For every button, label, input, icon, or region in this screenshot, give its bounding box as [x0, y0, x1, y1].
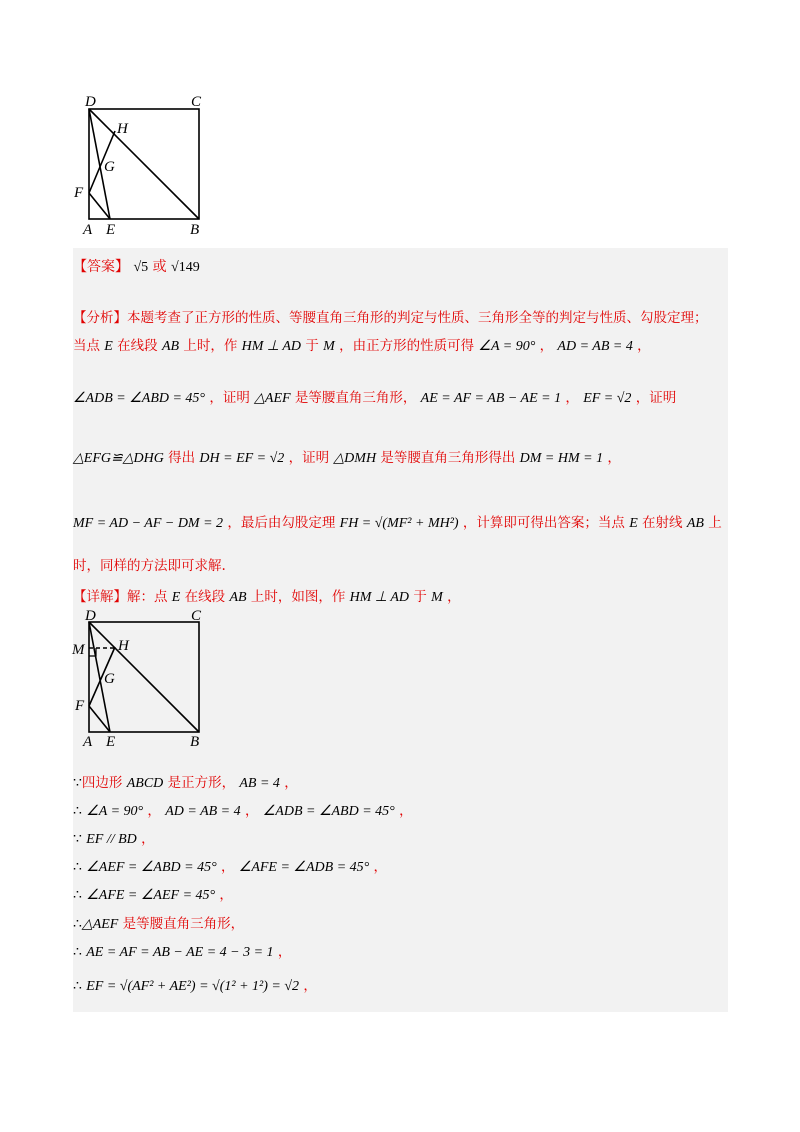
math: △DMH	[333, 451, 377, 466]
proof-line-2	[73, 799, 413, 820]
answer-value-1: √5	[133, 260, 149, 275]
proof-line-7	[73, 940, 291, 961]
text: 是等腰直角三角形得出	[380, 450, 516, 466]
text: 上时，作	[183, 338, 238, 354]
label-d: D	[85, 94, 96, 110]
text: ，证明	[288, 450, 330, 466]
symbol: ∴	[73, 804, 82, 819]
text: ，证明	[635, 390, 677, 406]
label-c: C	[191, 94, 202, 110]
proof-line-8	[73, 974, 317, 995]
text: ，	[607, 450, 621, 466]
text: ，	[220, 859, 235, 875]
label-a-2: A	[83, 734, 93, 750]
label-h: H	[117, 121, 128, 137]
proof-line-5	[73, 883, 233, 904]
text: ，	[141, 831, 155, 847]
text: 是等腰直角三角形，	[122, 916, 245, 932]
detail-tag: 【详解】	[73, 589, 127, 605]
math: EF = √(AF² + AE²) = √(1² + 1²) = √2	[86, 979, 300, 994]
symbol: ∴	[73, 979, 82, 994]
answer-value-2: √149	[171, 260, 200, 275]
proof-line-1	[73, 771, 298, 792]
math: ∠ADB = ∠ABD = 45°	[262, 804, 395, 819]
label-m-2: M	[72, 642, 85, 658]
symbol: ∴	[73, 860, 82, 875]
text: ，由正方形的性质可得	[339, 338, 475, 354]
math: ∠A = 90°	[478, 339, 536, 354]
text: ，	[284, 775, 298, 791]
math: M	[431, 590, 443, 605]
math: HM ⊥ AD	[241, 339, 302, 354]
symbol: ∵	[73, 832, 82, 847]
text: ，	[399, 803, 413, 819]
symbol: ∴	[73, 888, 82, 903]
math: M	[323, 339, 335, 354]
text: 上	[708, 515, 722, 531]
text: 于	[413, 589, 427, 605]
answer-tag: 【答案】	[73, 259, 129, 275]
math: DH = EF = √2	[199, 451, 285, 466]
proof-line-3	[73, 827, 155, 848]
math: ∠AFE = ∠ADB = 45°	[238, 860, 370, 875]
label-b-2: B	[190, 734, 200, 750]
text: ，	[539, 338, 554, 354]
proof-line-4	[73, 855, 387, 876]
text: 解：点	[127, 589, 168, 605]
text: 在射线	[642, 515, 683, 531]
label-h-2: H	[118, 638, 129, 654]
math: AB	[229, 590, 247, 605]
math: E	[629, 516, 638, 531]
text: 当点	[73, 338, 100, 354]
text: 在线段	[117, 338, 158, 354]
text: 是等腰直角三角形，	[294, 390, 417, 406]
label-e: E	[106, 222, 116, 238]
text: ，	[373, 859, 388, 875]
text: ，	[447, 589, 461, 605]
math: AD = AB = 4	[557, 339, 633, 354]
math: MF = AD − AF − DM = 2	[73, 516, 224, 531]
math: AB	[161, 339, 180, 354]
math: △AEF	[81, 917, 119, 932]
math: ∠ADB = ∠ABD = 45°	[73, 391, 206, 406]
answer-or: 或	[152, 259, 167, 275]
label-d-2: D	[85, 608, 96, 624]
label-b: B	[190, 222, 200, 238]
math: AE = AF = AB − AE = 1	[420, 391, 562, 406]
text: 四边形	[81, 775, 123, 791]
math: E	[171, 590, 181, 605]
text: 上时，如图，作	[250, 589, 346, 605]
text: 得出	[168, 450, 196, 466]
text: ，	[277, 944, 292, 960]
math: HM ⊥ AD	[349, 590, 410, 605]
analysis-tag: 【分析】	[73, 310, 127, 326]
label-c-2: C	[191, 608, 202, 624]
math: AB = 4	[239, 776, 280, 791]
text: ，	[637, 338, 651, 354]
math: ∠AFE = ∠AEF = 45°	[86, 888, 216, 903]
math: AE = AF = AB − AE = 4 − 3 = 1	[86, 945, 274, 960]
math: E	[104, 339, 113, 354]
text: ，	[219, 887, 233, 903]
math: △AEF	[254, 391, 291, 406]
math: EF = √2	[583, 391, 632, 406]
text: ，计算即可得出答案；当点	[462, 515, 625, 531]
label-g: G	[104, 159, 115, 175]
math: ∠AEF = ∠ABD = 45°	[86, 860, 217, 875]
analysis-text-1: 本题考查了正方形的性质、等腰直角三角形的判定与性质、三角形全等的判定与性质、勾股定理；	[127, 310, 708, 326]
text: ，	[565, 390, 579, 406]
math: △EFG≌△DHG	[73, 451, 164, 466]
text: 是正方形，	[167, 775, 236, 791]
text: ，	[303, 978, 317, 994]
math: FH = √(MF² + MH²)	[339, 516, 459, 531]
label-f-2: F	[75, 698, 85, 714]
proof-line-6	[73, 912, 244, 933]
math: ABCD	[126, 776, 164, 791]
label-e-2: E	[106, 734, 116, 750]
label-f: F	[74, 185, 84, 201]
symbol: ∴	[73, 917, 82, 932]
text: 于	[305, 338, 319, 354]
label-g-2: G	[104, 671, 115, 687]
math: AD = AB = 4	[165, 804, 241, 819]
symbol: ∴	[73, 945, 82, 960]
math: DM = HM = 1	[519, 451, 604, 466]
text: ，最后由勾股定理	[227, 515, 336, 531]
label-a: A	[83, 222, 93, 238]
math: ∠A = 90°	[86, 804, 144, 819]
symbol: ∵	[73, 776, 82, 791]
text: ，证明	[209, 390, 250, 406]
analysis-line-6: 时，同样的方法即可求解.	[73, 558, 226, 574]
math: AB	[686, 516, 704, 531]
text: 在线段	[184, 589, 226, 605]
math: EF // BD	[86, 832, 137, 847]
text: ，	[147, 803, 161, 819]
text: ，	[244, 803, 259, 819]
